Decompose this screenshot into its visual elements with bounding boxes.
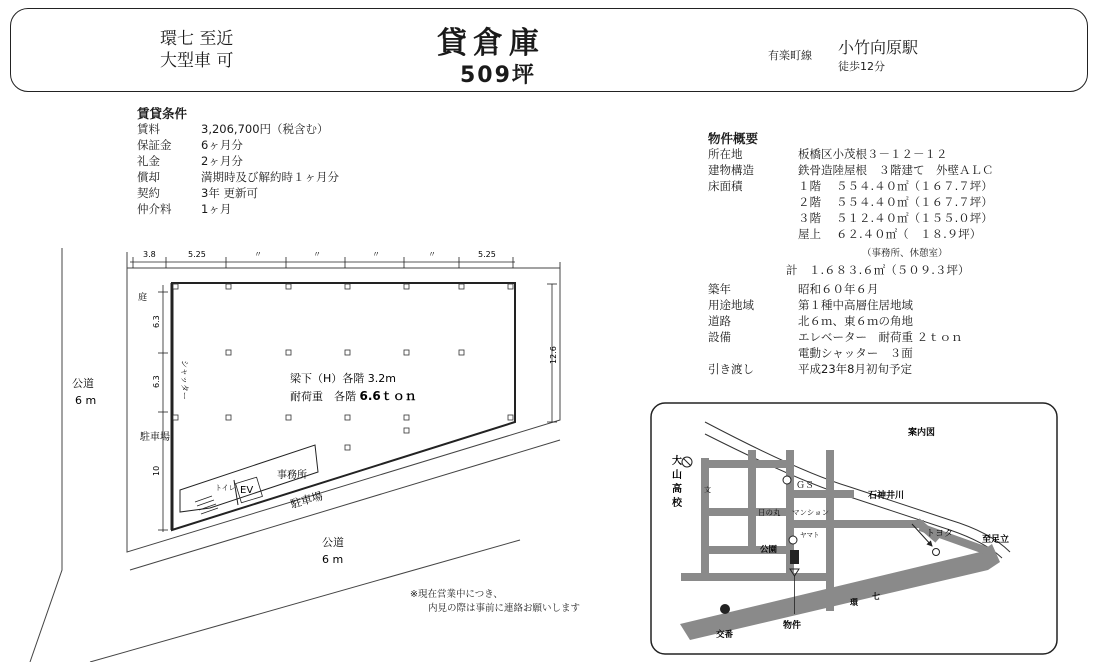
road-bottom-width: 6 m [322, 553, 344, 566]
parking-left-label: 駐車場 [140, 432, 170, 443]
dim-top-4: 〃 [313, 250, 321, 259]
page-title: 貸倉庫 [437, 26, 545, 61]
property-value: 昭和６０年６月 [798, 282, 879, 296]
school-char-1: 大 [672, 456, 682, 467]
shutter-label: シャッター [180, 360, 189, 400]
total-area: 509坪 [460, 63, 536, 88]
property-road [708, 313, 913, 329]
location-line-1: 環七 至近 [160, 29, 234, 49]
property-structure [708, 162, 994, 178]
property-zoning [708, 297, 913, 313]
property-total: 計 １.６８３.６㎡（５０９.３坪） [786, 263, 970, 277]
dim-top-2: 5.25 [188, 250, 206, 259]
property-value: 第１種中高層住居地域 [798, 298, 913, 312]
condition-brokerage [137, 201, 231, 217]
floor-plan [0, 240, 640, 662]
road-bottom-name: 公道 [322, 536, 344, 549]
property-value: 鉄骨造陸屋根 ３階建て 外壁ＡＬＣ [798, 163, 994, 177]
park-label: 公園 [760, 545, 778, 555]
property-value: 板橋区小茂根３－１２－１２ [798, 147, 948, 161]
floor-area: ６２.４０㎡（ １８.９坪） [836, 227, 982, 241]
property-label: 用途地域 [708, 298, 754, 312]
map-title: 案内図 [908, 428, 936, 438]
road-edge-left [30, 248, 62, 662]
condition-key-money [137, 153, 243, 169]
property-label: 床面積 [708, 179, 743, 193]
access-map [650, 402, 1060, 657]
police-box-icon [720, 604, 730, 614]
office-label: 事務所 [277, 470, 307, 481]
property-handover [708, 361, 912, 377]
property-label: 設備 [708, 330, 731, 344]
property-value: エレベーター 耐荷重 ２ｔｏｎ [798, 330, 963, 344]
dim-left-2: 6.3 [152, 375, 161, 388]
parking-bottom-label: 駐車場 [288, 489, 325, 512]
dim-top-1: 3.8 [143, 250, 156, 259]
yamato-icon [789, 536, 797, 544]
property-label: 築年 [708, 282, 731, 296]
property-label: 物件 [783, 621, 802, 631]
condition-contract [137, 185, 258, 201]
dim-top-3: 〃 [254, 250, 262, 259]
condition-value: 3年 更新可 [201, 186, 258, 200]
floor-name: 屋上 [798, 227, 821, 241]
condition-deposit [137, 137, 243, 153]
property-heading: 物件概要 [708, 131, 759, 146]
condition-label: 保証金 [137, 138, 172, 152]
property-floor-2 [798, 194, 993, 210]
condition-label: 償却 [137, 170, 160, 184]
property-value: 北６ｍ、東６ｍの角地 [798, 314, 913, 328]
condition-value: 2ヶ月分 [201, 154, 243, 168]
property-built [708, 281, 879, 297]
dim-top-5: 〃 [372, 250, 380, 259]
school-char-4: 校 [672, 498, 682, 509]
location-line-2: 大型車 可 [160, 51, 234, 71]
property-label: 所在地 [708, 147, 743, 161]
property-floor-3 [798, 210, 993, 226]
property-label: 道路 [708, 314, 731, 328]
condition-label: 賃料 [137, 122, 160, 136]
load-label: 耐荷重 各階 6.6ｔｏｎ [290, 389, 417, 403]
toyota-label: トヨタ [926, 529, 954, 539]
dim-top-6: 〃 [428, 250, 436, 259]
kan-label: 環 [850, 598, 858, 607]
floor-name: ３階 [798, 211, 821, 225]
property-address [708, 146, 948, 162]
notice-line-1: ※現在営業中につき、 [410, 589, 503, 600]
condition-value: 1ヶ月 [201, 202, 232, 216]
yamato-label: ヤマト [800, 531, 820, 539]
floor-area: ５１２.４０㎡（１５５.０坪） [836, 211, 993, 225]
gs-label: ＧＳ [796, 481, 815, 491]
school-char-2: 山 [672, 470, 682, 481]
property-label: 建物構造 [708, 163, 754, 177]
train-line: 有楽町線 [768, 49, 812, 62]
property-floor-rooftop [798, 226, 981, 242]
school-char-3: 高 [672, 484, 682, 495]
property-equipment [708, 329, 963, 345]
gas-station-icon [783, 476, 791, 484]
property-label: 引き渡し [708, 362, 754, 376]
toilet-label: トイレ [215, 484, 236, 492]
garden-label: 庭 [138, 293, 148, 303]
condition-rent [137, 121, 329, 137]
nana-label: 七 [872, 592, 880, 601]
beam-height-label: 梁下（H）各階 3.2m [290, 372, 396, 385]
mansion-label: マンション [792, 508, 830, 517]
property-floor-1 [708, 178, 993, 194]
floor-area: ５５４.４０㎡（１６７.７坪） [836, 179, 993, 193]
dim-left-1: 6.3 [152, 315, 161, 328]
condition-label: 仲介料 [137, 202, 172, 216]
floor-name: １階 [798, 179, 821, 193]
rooftop-note: （事務所、休憩室） [862, 248, 948, 259]
station-name: 小竹向原駅 [838, 38, 919, 57]
condition-label: 礼金 [137, 154, 160, 168]
river-label: 石神井川 [868, 491, 905, 501]
ev-label: EV [240, 485, 254, 496]
condition-value: 6ヶ月分 [201, 138, 243, 152]
floor-name: ２階 [798, 195, 821, 209]
toyota-icon [933, 549, 940, 556]
property-equipment-2: 電動シャッター ３面 [798, 346, 913, 360]
dim-right: 12.6 [549, 346, 558, 364]
adachi-label: 至足立 [982, 535, 1010, 545]
condition-label: 契約 [137, 186, 160, 200]
notice-line-2: 内見の際は事前に連絡お願いします [428, 603, 581, 614]
koban-label: 交番 [716, 630, 734, 640]
school-symbol: 文 [704, 486, 711, 494]
dim-top-7: 5.25 [478, 250, 496, 259]
floor-area: ５５４.４０㎡（１６７.７坪） [836, 195, 993, 209]
condition-value: 3,206,700円（税含む） [201, 122, 329, 136]
condition-value: 満期時及び解約時１ヶ月分 [201, 170, 339, 184]
road-left-name: 公道 [72, 377, 94, 390]
hinomaru-label: 日の丸 [758, 508, 781, 517]
conditions-heading: 賃貸条件 [137, 106, 188, 121]
dim-left-3: 10 [152, 465, 161, 476]
walk-time: 徒歩12分 [838, 60, 885, 73]
property-value: 平成23年8月初旬予定 [798, 362, 912, 376]
condition-amortization [137, 169, 339, 185]
road-left-width: 6 m [75, 394, 97, 407]
property-marker-icon [790, 550, 799, 564]
